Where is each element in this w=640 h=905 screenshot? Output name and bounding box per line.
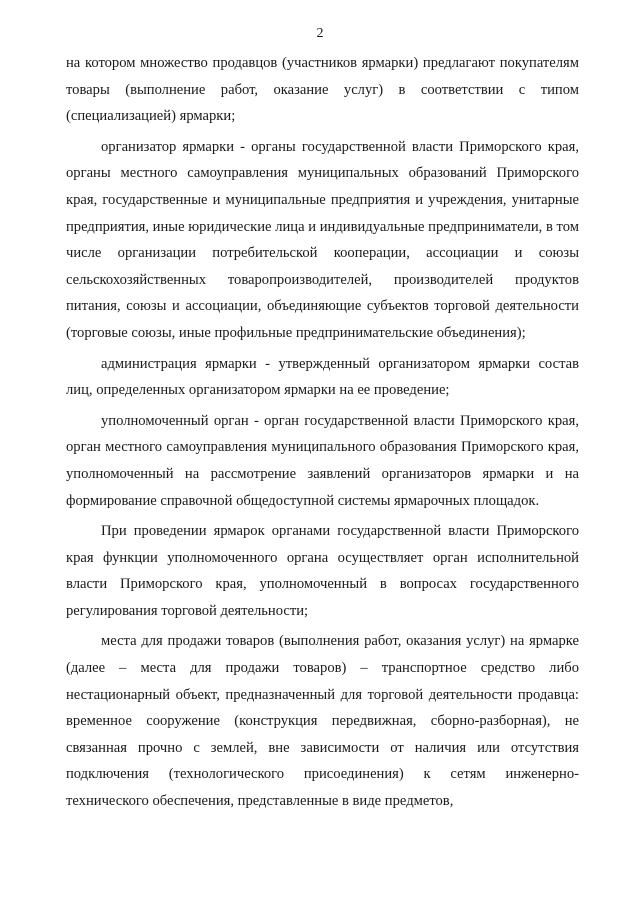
paragraph-state-fairs: При проведении ярмарок органами государственной власти Приморского края функции уполномоченного органа осуществляет орган исполнительной власти Приморского края, уполномоченный в вопросах государственного регулирования торговой деятельности;: [66, 523, 579, 619]
paragraph-fair-administration: администрация ярмарки - утвержденный организатором ярмарки состав лиц, определенных организатором ярмарки на ее проведение;: [66, 355, 579, 399]
paragraph-authorized-body: уполномоченный орган - орган государственной власти Приморского края, орган местного самоуправления муниципального образования Приморского края, уполномоченный на рассмотрение заявлений организаторов ярмарки и на формирование справочной общедоступной системы ярмарочных площадок.: [66, 412, 579, 509]
page-number: 2: [316, 26, 324, 41]
document-body: [66, 50, 579, 815]
paragraph-fair-organizer: организатор ярмарки - органы государственной власти Приморского края, органы местного самоуправления муниципальных образований Приморского края, государственные и муниципальные предприятия и учреждения, унитарные предприятия, иные юридические лица и индивидуальные предприниматели, в том числе организации потребительской кооперации, ассоциации и союзы сельскохозяйственных товаропроизводителей, производителей продуктов питания, союзы и ассоциации, объединяющие субъектов торговой деятельности (торговые союзы, иные профильные предпринимательские объединения);: [66, 138, 579, 341]
paragraph-continuation: на котором множество продавцов (участников ярмарки) предлагают покупателям товары (выполнение работ, оказание услуг) в соответствии с типом (специализацией) ярмарки;: [66, 55, 579, 125]
paragraph-selling-places: места для продажи товаров (выполнения работ, оказания услуг) на ярмарке (далее – места для продажи товаров) – транспортное средство либо нестационарный объект, предназначенный для торговой деятельности продавца: временное сооружение (конструкция передвижная, сборно-разборная), не связанная прочно с землей, вне зависимости от наличия или отсутствия подключения (технологического присоединения) к сетям инженерно-технического обеспечения, представленные в виде предметов,: [66, 633, 579, 810]
